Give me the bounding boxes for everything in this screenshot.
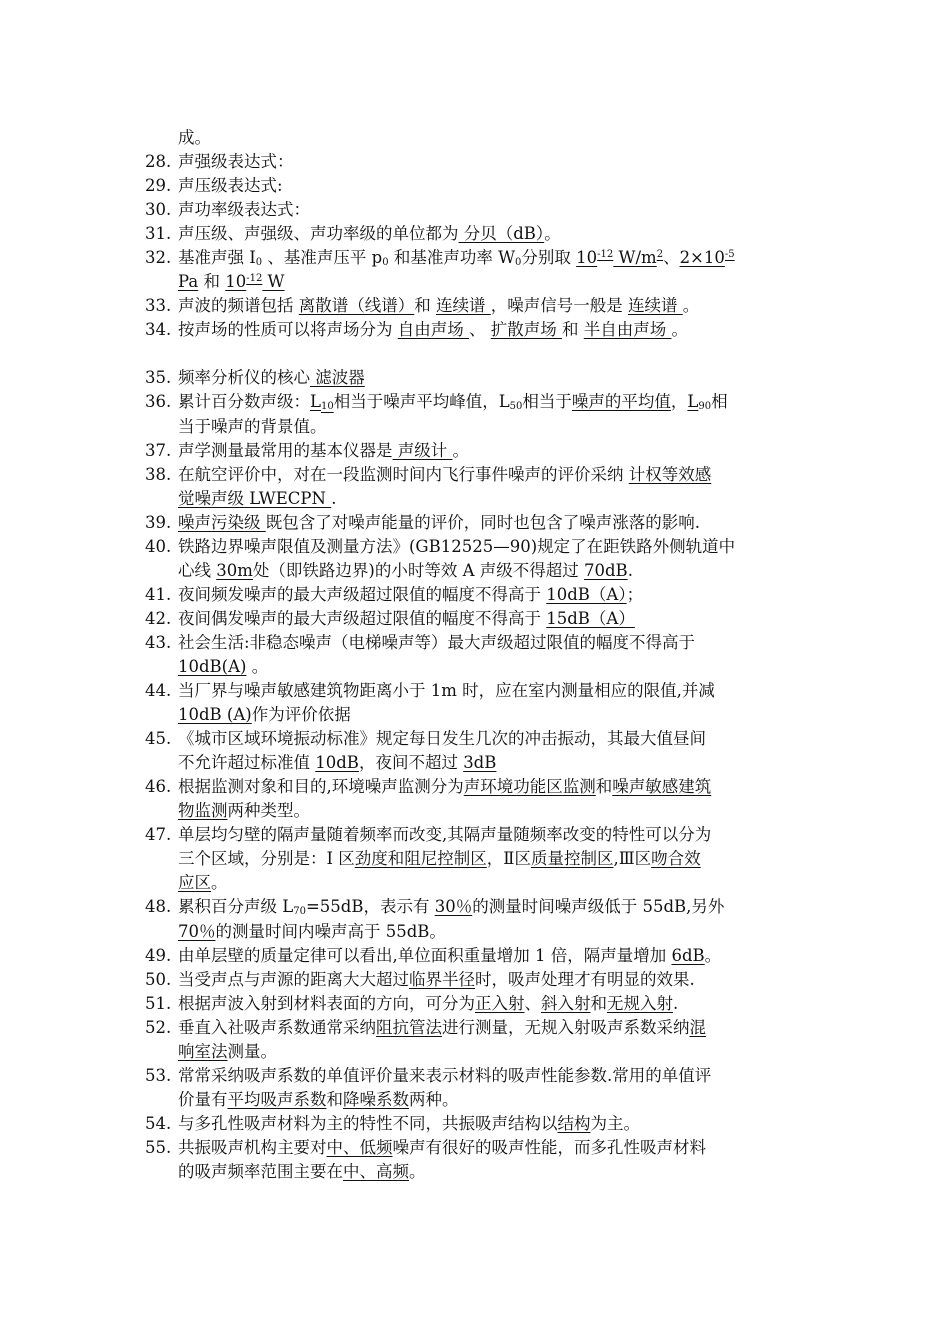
question-segment: . [627, 561, 633, 580]
question-segment: 常常采纳吸声系数的单值评价量来表示材料的吸声性能参数.常用的单值评 [178, 1066, 712, 1085]
answer-segment [376, 1018, 442, 1037]
answer-blank: 无规入射 [607, 994, 673, 1013]
question-segment: 时，吸声处理才有明显的效果. [475, 970, 695, 989]
answer-blank: 10dB（A） [546, 585, 627, 604]
answer-blank: 10dB (A) [178, 705, 252, 724]
question-segment: 价量有 [178, 1090, 228, 1109]
question-number: 29. [145, 176, 172, 195]
answer-blank: 10 [225, 272, 247, 291]
answer-segment [435, 897, 473, 916]
question-number: 41. [145, 585, 172, 604]
answer-blank: -12 [246, 273, 263, 284]
answer-segment [628, 296, 683, 315]
question-number: 28. [145, 152, 172, 171]
question-segment: 和 [414, 296, 436, 315]
question-segment: 0 [255, 257, 263, 268]
question-number: 32. [145, 248, 172, 267]
answer-segment [572, 392, 671, 411]
answer-segment [558, 1114, 591, 1133]
question-number: 46. [145, 777, 172, 796]
question-number: 36. [145, 392, 172, 411]
question-text [178, 198, 310, 222]
question-segment: 两种类型。 [227, 801, 310, 820]
answer-blank: 噪声敏感建筑 [612, 777, 712, 796]
question-segment: 的吸声频率范围主要在 [178, 1162, 343, 1181]
answer-blank: 计权等效感 [628, 465, 712, 484]
question-segment: . [673, 994, 679, 1013]
question-number: 42. [145, 609, 172, 628]
answer-blank: 10 [320, 401, 334, 412]
answer-blank: 劲度和阻尼控制区 [354, 849, 487, 868]
answer-blank: 平均吸声系数 [227, 1090, 327, 1109]
answer-segment [216, 561, 253, 580]
question-number: 50. [145, 970, 172, 989]
answer-blank: 噪声污染级 [178, 513, 266, 532]
question-text [178, 871, 228, 895]
question-text [178, 847, 701, 871]
question-number: 35. [145, 368, 172, 387]
question-number: 55. [145, 1138, 172, 1157]
question-segment: 和 [562, 320, 584, 339]
answer-blank: 混 [689, 1018, 706, 1037]
question-number: 51. [145, 994, 172, 1013]
question-segment: 0 [515, 257, 522, 268]
answer-segment [671, 946, 704, 965]
question-segment: 0 [382, 257, 389, 268]
answer-blank: 觉噪声级 LWECPN [178, 489, 332, 508]
question-segment: 。 [704, 946, 722, 965]
question-segment: 频率分析仪的核心 [178, 368, 310, 387]
answer-segment [178, 922, 216, 941]
question-text [178, 583, 643, 607]
question-segment: . [331, 489, 337, 508]
answer-blank: 临界半径 [409, 970, 475, 989]
question-segment: 、 [469, 320, 491, 339]
answer-segment [225, 272, 246, 291]
question-segment: 和 [590, 994, 607, 1013]
answer-segment [178, 801, 228, 820]
answer-segment [310, 368, 365, 387]
answer-blank: 响室法 [178, 1042, 228, 1061]
answer-segment [475, 994, 525, 1013]
answer-segment [459, 224, 545, 243]
answer-segment [228, 1090, 327, 1109]
question-segment: 在航空评价中，对在一段监测时间内飞行事件噪声的评价采纳 [178, 465, 629, 484]
answer-segment [299, 296, 415, 315]
answer-blank: 吻合效 [651, 849, 701, 868]
question-segment: 《城市区域环境振动标准》规定每日发生几次的冲击振动，其最大值昼间 [178, 729, 706, 748]
answer-segment [178, 513, 266, 532]
question-segment: 累计百分数声级： [178, 392, 310, 411]
question-text [178, 1136, 706, 1160]
answer-blank: 2 [656, 249, 664, 260]
answer-blank: 声环境功能区监测 [463, 777, 596, 796]
question-segment: 夜间频发噪声的最大声级超过限值的幅度不得高于 [178, 585, 547, 604]
answer-blank: 滤波器 [310, 368, 365, 387]
question-segment: 由单层壁的质量定律可以看出,单位面积重量增加 1 倍，隔声量增加 [178, 946, 672, 965]
answer-blank: W [262, 272, 285, 291]
answer-segment [178, 272, 198, 291]
question-number: 44. [145, 681, 172, 700]
answer-segment [576, 248, 597, 267]
question-number: 53. [145, 1066, 172, 1085]
question-segment: ,Ⅲ区 [613, 849, 652, 868]
question-number: 34. [145, 320, 172, 339]
question-segment: 累积百分声级 L [178, 897, 294, 916]
question-segment: 不允许超过标准值 [178, 753, 316, 772]
question-text [178, 270, 285, 294]
answer-blank: 3dB [463, 753, 497, 772]
answer-blank: -5 [724, 249, 735, 260]
question-text [178, 246, 735, 270]
question-text [178, 1064, 711, 1088]
question-number: 52. [145, 1018, 172, 1037]
answer-segment [178, 489, 331, 508]
answer-segment [725, 249, 735, 260]
answer-segment [262, 272, 284, 291]
question-text [178, 944, 721, 968]
question-text [178, 366, 365, 390]
question-segment: 基准声强 I [178, 248, 256, 267]
answer-blank: 连续谱 [628, 296, 683, 315]
question-text [178, 968, 695, 992]
question-text [178, 1112, 640, 1136]
question-segment: 单层均匀壁的隔声量随着频率而改变,其隔声量随频率改变的特性可以分为 [178, 825, 712, 844]
question-segment: 声波的频谱包括 [178, 296, 299, 315]
question-segment: 、 [524, 994, 541, 1013]
question-number: 39. [145, 513, 172, 532]
question-segment: 声学测量最常用的基本仪器是 [178, 441, 393, 460]
answer-segment [690, 1018, 707, 1037]
answer-segment [491, 320, 562, 339]
answer-segment [310, 392, 321, 411]
answer-segment [398, 320, 469, 339]
question-text [178, 174, 283, 198]
answer-segment [315, 753, 359, 772]
question-text [178, 727, 706, 751]
answer-blank: 结构 [557, 1114, 591, 1133]
question-number: 48. [145, 897, 172, 916]
question-segment: 和 [595, 777, 613, 796]
answer-blank: 分贝（dB） [458, 224, 545, 243]
answer-segment [355, 849, 487, 868]
question-text [178, 439, 469, 463]
answer-segment [629, 465, 712, 484]
answer-segment [178, 1042, 228, 1061]
question-segment: 垂直入社吸声系数通常采纳 [178, 1018, 376, 1037]
question-segment: 测量。 [227, 1042, 277, 1061]
question-segment: 作为评价依据 [251, 705, 351, 724]
answer-segment [546, 585, 626, 604]
answer-segment [246, 273, 262, 284]
question-segment: 和 [326, 1090, 343, 1109]
answer-blank: Pa [178, 272, 199, 291]
answer-segment [531, 849, 614, 868]
question-segment: ，噪声信号一般是 [490, 296, 628, 315]
question-text [178, 1040, 277, 1064]
answer-segment [464, 777, 596, 796]
answer-segment [321, 401, 334, 412]
answer-blank: 自由声场 [397, 320, 469, 339]
question-segment: ，夜间不超过 [358, 753, 464, 772]
question-text [178, 511, 700, 535]
question-text [178, 751, 496, 775]
question-segment: 夜间偶发噪声的最大声级超过限值的幅度不得高于 [178, 609, 547, 628]
question-segment: 既包含了对噪声能量的评价，同时也包含了噪声涨落的影响. [265, 513, 700, 532]
question-segment: 70 [293, 906, 306, 917]
answer-segment [343, 1090, 409, 1109]
answer-blank: 质量控制区 [530, 849, 614, 868]
question-segment: ； [626, 585, 644, 604]
question-segment: 当于噪声的背景值。 [178, 417, 327, 436]
answer-segment [687, 392, 698, 411]
answer-segment [680, 248, 725, 267]
question-number: 43. [145, 633, 172, 652]
answer-segment [541, 994, 591, 1013]
question-number: 37. [145, 441, 172, 460]
question-segment: 进行测量，无规入射吸声系数采纳 [442, 1018, 690, 1037]
question-text [178, 150, 294, 174]
answer-blank: 阻抗管法 [376, 1018, 442, 1037]
question-segment: 和 [198, 272, 226, 291]
question-segment: 、基准声压平 p [262, 248, 383, 267]
question-segment: 的测量时间内噪声高于 55dB。 [215, 922, 446, 941]
question-number: 31. [145, 224, 172, 243]
question-text [178, 415, 327, 439]
question-segment: 根据监测对象和目的,环境噪声监测分为 [178, 777, 464, 796]
answer-segment [436, 296, 491, 315]
answer-blank: 噪声的平均值 [571, 392, 671, 411]
question-text [178, 222, 561, 246]
continuation-text: 成。 [178, 128, 211, 147]
question-segment: 当受声点与声源的距离大大超过 [178, 970, 409, 989]
question-text [178, 1016, 706, 1040]
question-segment: 社会生活:非稳态噪声（电梯噪声等）最大声级超过限值的幅度不得高于 [178, 633, 696, 652]
answer-blank: 2×10 [679, 248, 725, 267]
answer-segment [607, 994, 673, 1013]
question-text [178, 895, 724, 919]
question-text [178, 992, 678, 1016]
answer-segment [584, 320, 672, 339]
question-segment: 、 [663, 248, 680, 267]
question-text [178, 823, 711, 847]
question-segment: 。 [682, 296, 700, 315]
answer-blank: 30％ [434, 897, 473, 916]
question-text [178, 920, 446, 944]
answer-segment [343, 1162, 409, 1181]
answer-blank: W/m [613, 248, 657, 267]
question-number: 30. [145, 200, 172, 219]
question-segment: 声压级表达式: [178, 176, 283, 195]
question-text [178, 631, 695, 655]
question-segment: ，Ⅱ区 [486, 849, 531, 868]
answer-blank: 70dB [584, 561, 628, 580]
answer-blank: 6dB [671, 946, 705, 965]
question-text [178, 703, 351, 727]
question-segment: 心线 [178, 561, 217, 580]
answer-segment [463, 753, 496, 772]
answer-segment [597, 249, 613, 260]
question-segment: 铁路边界噪声限值及测量方法》(GB12525—90)规定了在距铁路外侧轨道中 [178, 537, 736, 556]
question-text [178, 607, 635, 631]
question-segment: 相 [711, 392, 728, 411]
question-segment: 90 [698, 401, 712, 412]
question-segment: 当厂界与噪声敏感建筑物距离小于 1m 时，应在室内测量相应的限值,并减 [178, 681, 715, 700]
answer-segment [584, 561, 628, 580]
question-segment: 与多孔性吸声材料为主的特性不同，共振吸声结构以 [178, 1114, 558, 1133]
question-text [178, 799, 310, 823]
question-number: 54. [145, 1114, 172, 1133]
question-segment: 50 [509, 401, 523, 412]
question-text [178, 535, 735, 559]
question-segment: 相当于 [522, 392, 572, 411]
answer-segment [546, 609, 635, 628]
question-text [178, 318, 688, 342]
question-text [178, 679, 715, 703]
answer-segment [178, 657, 246, 676]
answer-blank: 中、高频 [343, 1162, 409, 1181]
answer-blank: 30m [216, 561, 253, 580]
question-segment: 噪声有很好的吸声性能，而多孔性吸声材料 [392, 1138, 706, 1157]
question-segment: 三个区域，分别是：Ⅰ 区 [178, 849, 355, 868]
answer-segment [612, 777, 711, 796]
question-segment: =55dB，表示有 [305, 897, 435, 916]
answer-segment [178, 873, 211, 892]
question-segment: 和基准声功率 W [388, 248, 516, 267]
question-segment: 声压级、声强级、声功率级的单位都为 [178, 224, 459, 243]
answer-segment [178, 705, 252, 724]
question-number: 45. [145, 729, 172, 748]
question-segment: 两种。 [409, 1090, 459, 1109]
question-segment: 。 [671, 320, 688, 339]
question-number: 33. [145, 296, 172, 315]
question-text [178, 390, 728, 414]
question-segment: 为主。 [590, 1114, 640, 1133]
answer-blank: 10dB [315, 753, 359, 772]
answer-blank: 离散谱（线谱） [298, 296, 415, 315]
question-segment: 相当于噪声平均峰值，L [333, 392, 510, 411]
question-segment: 声功率级表达式： [178, 200, 310, 219]
answer-blank: 扩散声场 [490, 320, 562, 339]
question-number: 38. [145, 465, 172, 484]
answer-blank: 70％ [178, 922, 216, 941]
answer-blank: 降噪系数 [343, 1090, 409, 1109]
question-text [178, 1160, 426, 1184]
answer-segment [651, 849, 701, 868]
question-segment: 。 [246, 657, 269, 676]
answer-blank: -12 [597, 249, 614, 260]
answer-blank: 15dB（A） [546, 609, 635, 628]
answer-blank: 物监测 [178, 801, 228, 820]
answer-segment [393, 441, 453, 460]
question-segment: 。 [544, 224, 561, 243]
question-text [178, 559, 633, 583]
answer-blank: 声级计 [392, 441, 453, 460]
question-segment: 。 [211, 873, 228, 892]
answer-blank: 连续谱 [436, 296, 491, 315]
answer-blank: L [310, 392, 321, 411]
question-number: 40. [145, 537, 172, 556]
answer-blank: 10dB(A) [178, 657, 247, 676]
question-segment: 。 [452, 441, 469, 460]
answer-segment [613, 248, 656, 267]
question-text [178, 487, 336, 511]
answer-blank: 应区 [178, 873, 211, 892]
question-segment: 的测量时间噪声级低于 55dB,另外 [472, 897, 725, 916]
answer-blank: 中、低频 [326, 1138, 393, 1157]
question-segment: 处（即铁路边界)的小时等效 A 声级不得超过 [252, 561, 584, 580]
question-segment: 按声场的性质可以将声场分为 [178, 320, 398, 339]
question-number: 47. [145, 825, 172, 844]
answer-segment [409, 970, 475, 989]
answer-segment [327, 1138, 393, 1157]
question-number: 49. [145, 946, 172, 965]
question-text [178, 655, 268, 679]
answer-blank: 10 [576, 248, 598, 267]
answer-blank: 半自由声场 [583, 320, 672, 339]
answer-blank: 斜入射 [541, 994, 591, 1013]
answer-blank: 正入射 [475, 994, 525, 1013]
question-segment: 共振吸声机构主要对 [178, 1138, 327, 1157]
question-text [178, 775, 711, 799]
question-segment: 。 [409, 1162, 426, 1181]
question-segment: 分别取 [521, 248, 577, 267]
question-text [178, 294, 699, 318]
question-segment: 根据声波入射到材料表面的方向，可分为 [178, 994, 475, 1013]
question-segment: ， [670, 392, 688, 411]
question-text [178, 463, 711, 487]
answer-blank: L [687, 392, 699, 411]
question-text [178, 1088, 459, 1112]
question-segment: 声强级表达式： [178, 152, 294, 171]
